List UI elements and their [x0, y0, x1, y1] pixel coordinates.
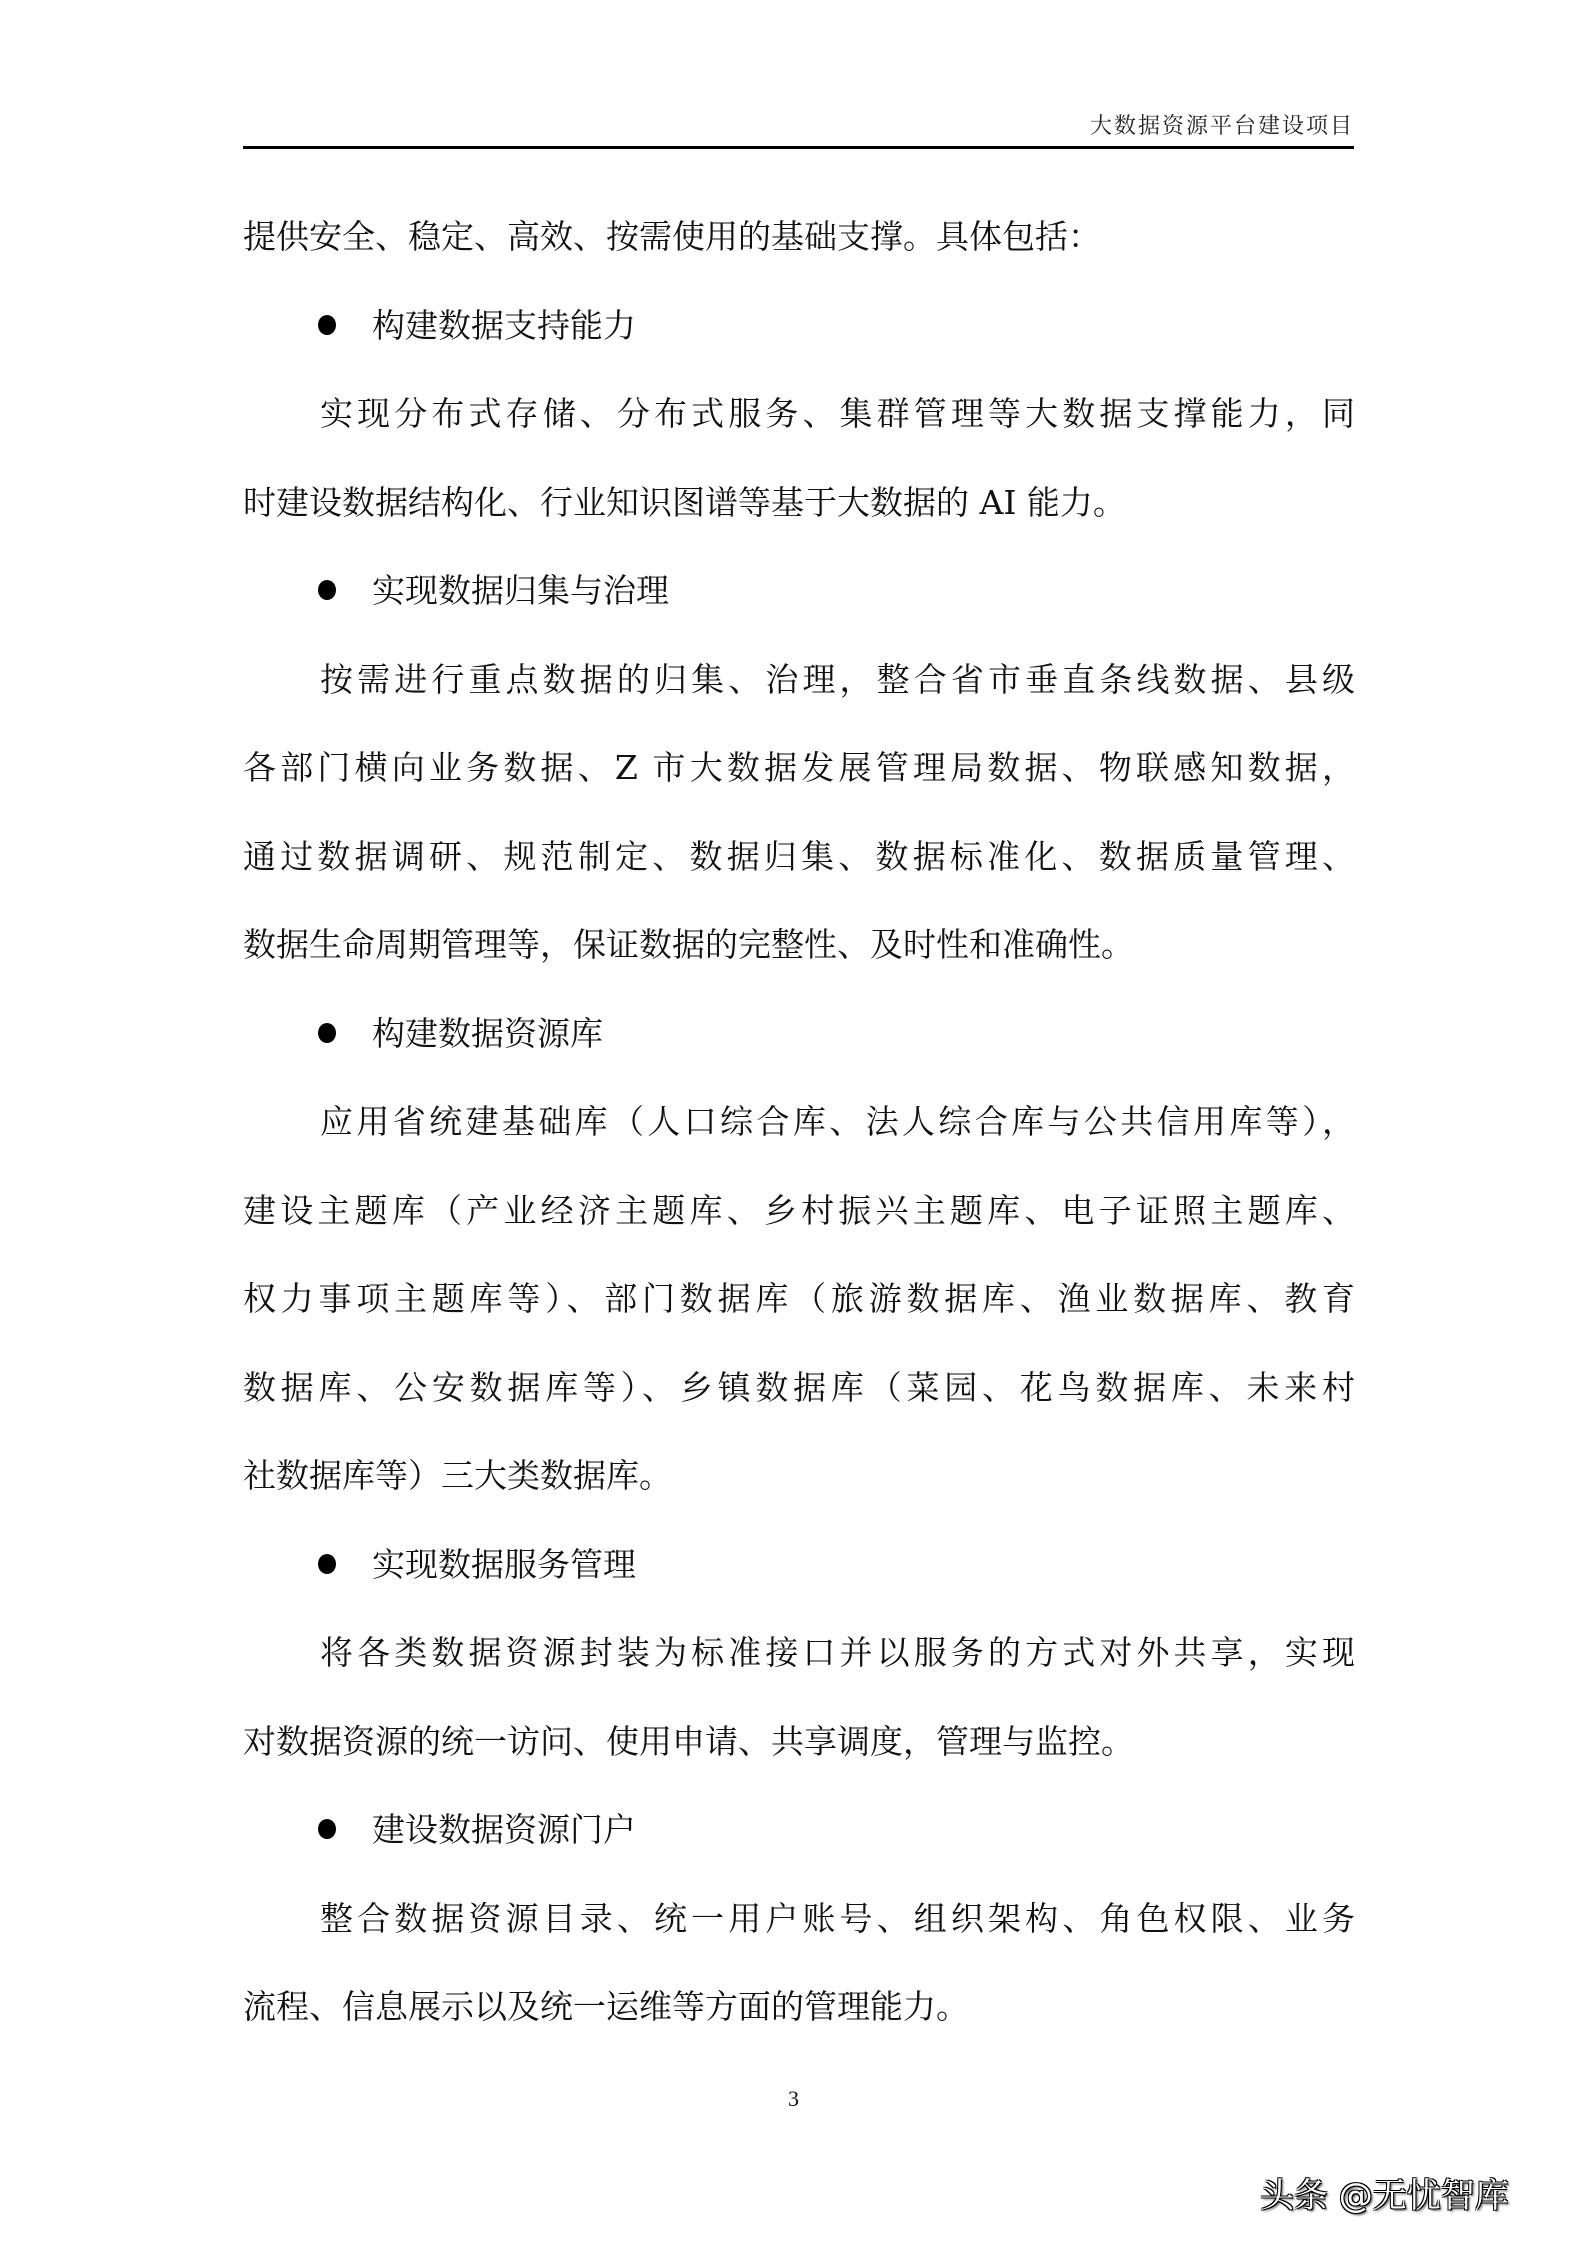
paragraph-line: 时建设数据结构化、行业知识图谱等基于大数据的 AI 能力。: [243, 483, 1126, 522]
paragraph-line: 按需进行重点数据的归集、治理，整合省市垂直条线数据、县级: [320, 660, 1355, 699]
paragraph-line: 流程、信息展示以及统一运维等方面的管理能力。: [243, 1987, 969, 2026]
paragraph-line: 对数据资源的统一访问、使用申请、共享调度，管理与监控。: [243, 1722, 1134, 1761]
paragraph-line: 应用省统建基础库（人口综合库、法人综合库与公共信用库等），: [320, 1102, 1355, 1141]
paragraph-line: 各部门横向业务数据、Z 市大数据发展管理局数据、物联感知数据，: [243, 748, 1355, 787]
bullet-heading-text: 构建数据资源库: [372, 1014, 603, 1053]
paragraph-line: 实现分布式存储、分布式服务、集群管理等大数据支撑能力，同: [320, 394, 1355, 433]
paragraph-line: 整合数据资源目录、统一用户账号、组织架构、角色权限、业务: [320, 1899, 1355, 1938]
bullet-heading-text: 构建数据支持能力: [372, 306, 636, 345]
bullet-heading-text: 实现数据服务管理: [372, 1545, 636, 1584]
bullet-heading-text: 建设数据资源门户: [372, 1810, 636, 1849]
bullet-heading: [318, 1542, 636, 1588]
paragraph-line: 提供安全、稳定、高效、按需使用的基础支撑。具体包括：: [243, 217, 1101, 256]
bullet-heading-text: 实现数据归集与治理: [372, 571, 669, 610]
bullet-heading: [318, 1807, 636, 1853]
bullet-heading: [318, 568, 669, 614]
header-title: 大数据资源平台建设项目: [1089, 114, 1354, 139]
paragraph-line: 社数据库等）三大类数据库。: [243, 1456, 672, 1495]
paragraph-line: 权力事项主题库等）、部门数据库（旅游数据库、渔业数据库、教育: [243, 1279, 1355, 1318]
bullet-heading: [318, 303, 636, 349]
page-number: 3: [788, 2086, 799, 2111]
watermark: 头条 @无忧智库: [1260, 2176, 1509, 2216]
header-rule: [243, 146, 1354, 149]
bullet-dot-icon: [318, 1023, 336, 1043]
bullet-dot-icon: [318, 315, 336, 335]
paragraph-line: 通过数据调研、规范制定、数据归集、数据标准化、数据质量管理、: [243, 837, 1355, 876]
bullet-dot-icon: [318, 1819, 336, 1839]
bullet-dot-icon: [318, 1554, 336, 1574]
bullet-dot-icon: [318, 580, 336, 600]
paragraph-line: 数据库、公安数据库等）、乡镇数据库（菜园、花鸟数据库、未来村: [243, 1368, 1355, 1407]
paragraph-line: 建设主题库（产业经济主题库、乡村振兴主题库、电子证照主题库、: [243, 1191, 1355, 1230]
bullet-heading: [318, 1011, 603, 1057]
paragraph-line: 将各类数据资源封装为标准接口并以服务的方式对外共享，实现: [320, 1633, 1355, 1672]
paragraph-line: 数据生命周期管理等，保证数据的完整性、及时性和准确性。: [243, 925, 1134, 964]
